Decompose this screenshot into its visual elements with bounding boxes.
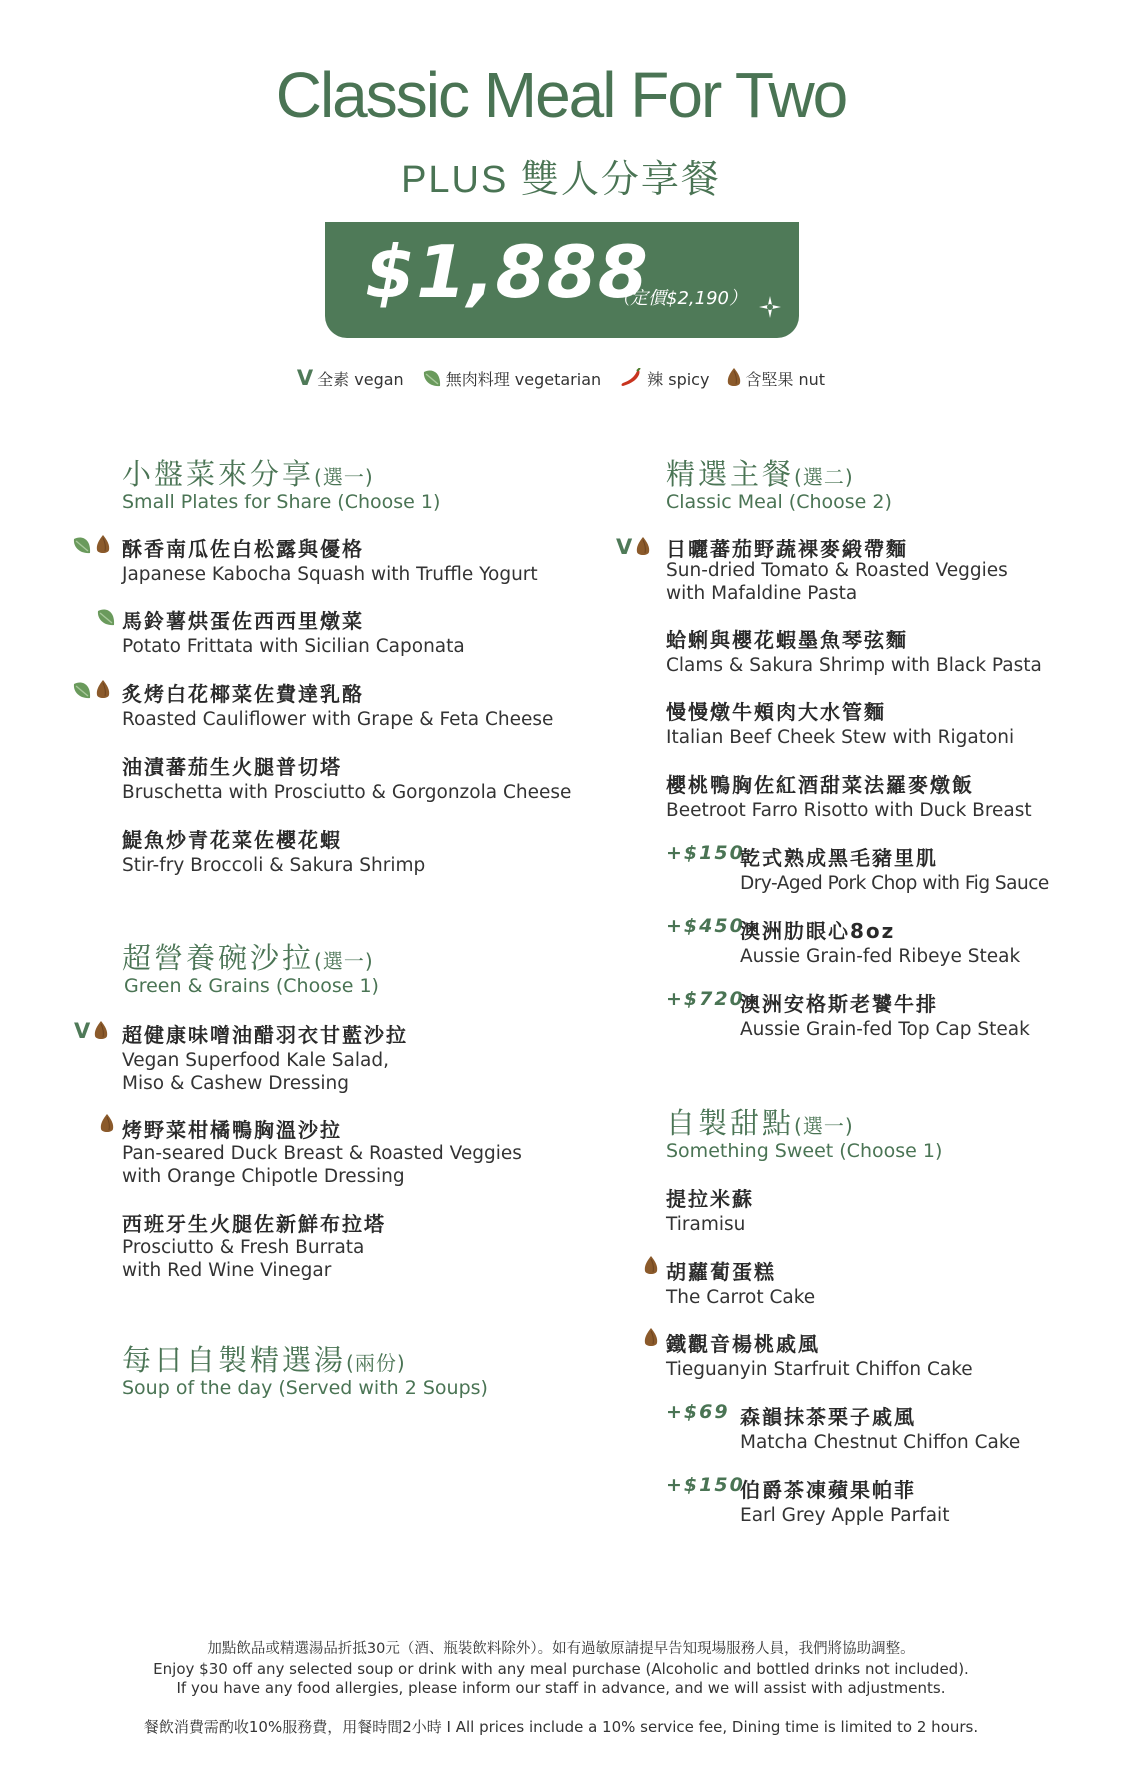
menu-item-en: Matcha Chestnut Chiffon Cake	[740, 1432, 1021, 1453]
menu-item-zh: 胡蘿蔔蛋糕	[666, 1260, 776, 1284]
menu-item-en: Aussie Grain-fed Top Cap Steak	[740, 1019, 1030, 1040]
original-price: （定價$2,190）	[612, 288, 747, 309]
vegan-icon: V	[74, 1019, 91, 1043]
item-icons	[616, 535, 650, 559]
leaf-icon	[72, 535, 92, 555]
section-subtitle-green-grains: Green & Grains (Choose 1)	[124, 975, 379, 997]
menu-item-en: Earl Grey Apple Parfait	[740, 1505, 950, 1526]
menu-item-zh: 蛤蜊與櫻花蝦墨魚琴弦麵	[666, 628, 908, 652]
menu-item-zh: 酥香南瓜佐白松露與優格	[122, 537, 364, 561]
addon-price: +$150	[666, 1474, 745, 1496]
menu-item-en: Tieguanyin Starfruit Chiffon Cake	[666, 1359, 973, 1380]
section-choose-zh: (選一)	[314, 949, 374, 973]
menu-item-en: with Red Wine Vinegar	[122, 1260, 332, 1281]
menu-item-zh: 炙烤白花椰菜佐費達乳酪	[122, 682, 364, 706]
menu-item-en: Roasted Cauliflower with Grape & Feta Cheese	[122, 709, 554, 730]
menu-item-zh: 慢慢燉牛頰肉大水管麵	[666, 700, 886, 724]
menu-item-zh: 日曬蕃茄野蔬裸麥緞帶麵	[666, 537, 908, 561]
section-title-zh: 每日自製精選湯	[122, 1343, 347, 1377]
menu-item-en: Miso & Cashew Dressing	[122, 1073, 349, 1094]
addon-price: +$450	[666, 915, 745, 937]
set-price: $1,888	[365, 230, 649, 314]
vegan-icon: V	[296, 366, 314, 390]
nut-icon	[94, 1021, 108, 1041]
item-icons	[644, 1328, 658, 1348]
addon-price: +$69	[666, 1401, 730, 1423]
section-subtitle-soup: Soup of the day (Served with 2 Soups)	[122, 1377, 488, 1399]
nut-icon	[644, 1256, 658, 1276]
menu-item-en: Bruschetta with Prosciutto & Gorgonzola Cheese	[122, 782, 572, 803]
nut-icon	[96, 680, 110, 700]
nut-icon	[644, 1328, 658, 1348]
leaf-icon	[72, 680, 92, 700]
menu-item-en: Vegan Superfood Kale Salad,	[122, 1050, 389, 1071]
section-title-green-grains	[122, 936, 374, 977]
addon-price: +$150	[666, 842, 745, 864]
legend-nut-label: 含堅果 nut	[745, 369, 826, 389]
section-subtitle-dessert: Something Sweet (Choose 1)	[666, 1140, 943, 1162]
item-icons	[644, 1256, 658, 1276]
menu-item-zh: 鐵觀音楊桃戚風	[666, 1332, 820, 1356]
legend-spicy	[619, 367, 709, 390]
section-subtitle-small-plates: Small Plates for Share (Choose 1)	[122, 491, 441, 513]
menu-item-zh: 澳洲肋眼心8oz	[740, 919, 896, 943]
item-icons	[96, 607, 116, 627]
menu-item-zh: 油漬蕃茄生火腿普切塔	[122, 755, 342, 779]
item-icons	[100, 1114, 114, 1134]
menu-item-zh: 提拉米蘇	[666, 1187, 754, 1211]
section-choose-zh: (選二)	[794, 465, 854, 489]
dietary-legend	[0, 364, 1122, 392]
menu-title: Classic Meal For Two	[275, 59, 847, 131]
menu-item-zh: 烤野菜柑橘鴨胸溫沙拉	[122, 1118, 342, 1142]
section-choose-zh: (選一)	[314, 465, 374, 489]
nut-icon	[96, 535, 110, 555]
legend-vegetarian-label: 無肉料理 vegetarian	[445, 369, 602, 389]
menu-item-zh: 鯷魚炒青花菜佐櫻花蝦	[122, 828, 342, 852]
menu-item-zh: 伯爵茶凍蘋果帕菲	[740, 1478, 916, 1502]
legend-vegetarian	[422, 367, 601, 390]
legend-vegan	[297, 366, 404, 390]
item-icons	[74, 1019, 108, 1043]
sparkle-icon	[753, 290, 787, 324]
menu-item-en: Stir-fry Broccoli & Sakura Shrimp	[122, 855, 426, 876]
section-subtitle-classic-meal: Classic Meal (Choose 2)	[666, 491, 892, 513]
addon-price: +$720	[666, 988, 745, 1010]
legend-nut	[727, 367, 825, 390]
menu-item-en: Aussie Grain-fed Ribeye Steak	[740, 946, 1021, 967]
section-title-classic-meal	[666, 452, 854, 493]
section-title-dessert	[666, 1101, 854, 1142]
footer-note-zh: 加點飲品或精選湯品折抵30元（酒、瓶裝飲料除外）。如有過敏原請提早告知現場服務人員，我們將協助調整。	[207, 1641, 915, 1657]
menu-item-en: Pan-seared Duck Breast & Roasted Veggies	[122, 1143, 522, 1164]
vegan-icon: V	[616, 535, 633, 559]
footer-service-fee: 餐飲消費需酌收10%服務費，用餐時間2小時 I All prices include a 10% service fee, Dining time is limited to 2 hours.	[143, 1718, 979, 1736]
menu-item-en: Clams & Sakura Shrimp with Black Pasta	[666, 655, 1042, 676]
menu-item-en: Italian Beef Cheek Stew with Rigatoni	[666, 727, 1015, 748]
menu-item-zh: 森韻抹茶栗子戚風	[740, 1405, 916, 1429]
menu-item-en: Sun-dried Tomato & Roasted Veggies	[666, 560, 1008, 581]
section-title-zh: 小盤菜來分享	[122, 457, 315, 491]
menu-item-en: with Orange Chipotle Dressing	[122, 1166, 405, 1187]
nut-icon	[636, 537, 650, 557]
menu-item-zh: 乾式熟成黑毛豬里肌	[740, 846, 938, 870]
menu-item-en: Beetroot Farro Risotto with Duck Breast	[666, 800, 1032, 821]
menu-item-zh: 西班牙生火腿佐新鮮布拉塔	[122, 1212, 386, 1236]
section-title-zh: 精選主餐	[666, 457, 795, 491]
legend-vegan-label: 全素 vegan	[317, 369, 404, 389]
menu-item-en: Dry-Aged Pork Chop with Fig Sauce	[740, 873, 1049, 894]
legend-spicy-label: 辣 spicy	[647, 369, 710, 389]
footer-note-en-1: Enjoy $30 off any selected soup or drink with any meal purchase (Alcoholic and bottled drinks not included).	[153, 1660, 969, 1678]
section-choose-zh: (選一)	[794, 1114, 854, 1138]
menu-item-en: Tiramisu	[666, 1214, 746, 1235]
section-title-small-plates	[122, 452, 374, 493]
chili-icon	[619, 368, 643, 388]
price-banner	[325, 222, 799, 338]
leaf-icon	[422, 368, 442, 388]
item-icons	[72, 535, 110, 555]
menu-item-en: with Mafaldine Pasta	[666, 583, 858, 604]
menu-item-en: Potato Frittata with Sicilian Caponata	[122, 636, 465, 657]
section-title-zh: 自製甜點	[666, 1106, 795, 1140]
menu-item-zh: 櫻桃鴨胸佐紅酒甜菜法羅麥燉飯	[666, 773, 974, 797]
footer-note-en-2: If you have any food allergies, please inform our staff in advance, and we will assist with adjustments.	[176, 1679, 946, 1697]
menu-item-zh: 超健康味噌油醋羽衣甘藍沙拉	[122, 1023, 408, 1047]
leaf-icon	[96, 607, 116, 627]
nut-icon	[727, 368, 741, 388]
section-title-zh: 超營養碗沙拉	[122, 941, 315, 975]
menu-item-zh: 澳洲安格斯老饕牛排	[740, 992, 938, 1016]
menu-item-en: The Carrot Cake	[666, 1287, 816, 1308]
item-icons	[72, 680, 110, 700]
menu-item-zh: 馬鈴薯烘蛋佐西西里燉菜	[122, 609, 364, 633]
section-choose-zh: (兩份)	[346, 1351, 406, 1375]
menu-item-en: Prosciutto & Fresh Burrata	[122, 1237, 365, 1258]
nut-icon	[100, 1114, 114, 1134]
menu-item-en: Japanese Kabocha Squash with Truffle Yogurt	[122, 564, 538, 585]
section-title-soup	[122, 1338, 406, 1379]
menu-subtitle: PLUS 雙人分享餐	[401, 159, 721, 201]
